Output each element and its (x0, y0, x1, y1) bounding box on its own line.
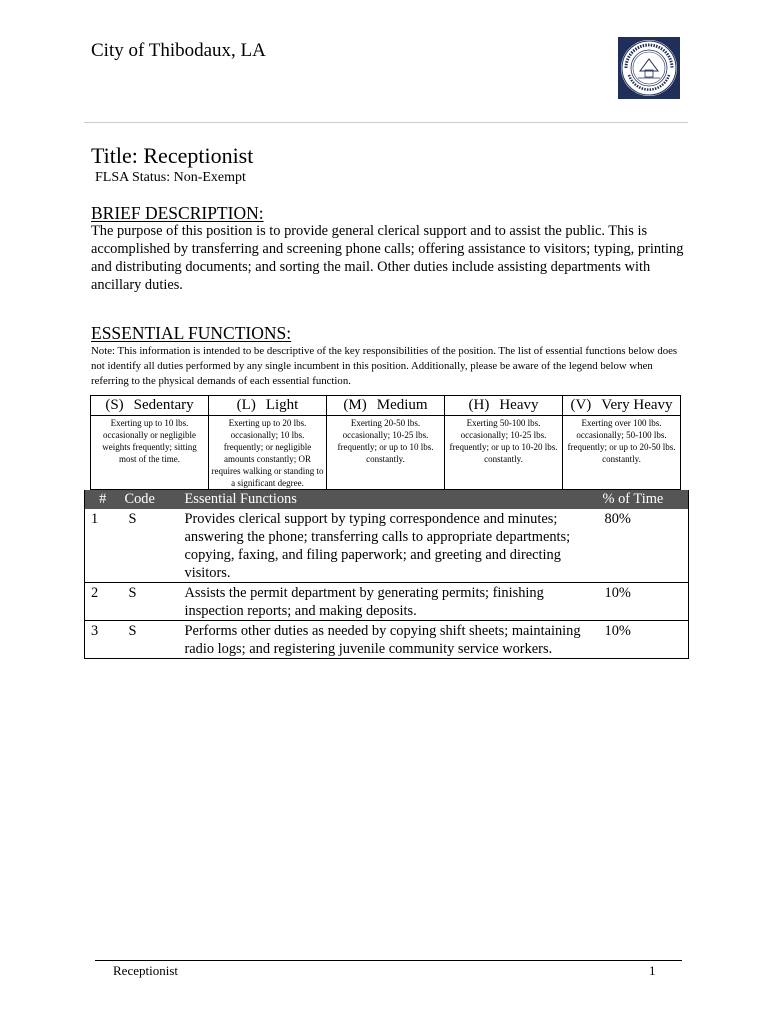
row-percent: 10% (604, 623, 631, 639)
header-number: # (85, 490, 121, 509)
legend-code: (M) (343, 397, 367, 413)
functions-table-header (85, 490, 689, 509)
legend-label: Very Heavy (601, 397, 673, 413)
legend-medium-header (327, 396, 445, 416)
row-function: Provides clerical support by typing correspondence and minutes; answering the phone; transferring calls to appropriate departments; copying, faxing, and filing paperwork; and greeting and directing visitors. (181, 509, 599, 583)
essential-functions-heading: ESSENTIAL FUNCTIONS: (91, 323, 292, 343)
legend-light-header (209, 396, 327, 416)
physical-demands-legend (90, 395, 681, 490)
legend-sedentary-header (91, 396, 209, 416)
legend-label: Light (265, 397, 299, 413)
essential-functions-note: Note: This information is intended to be descriptive of the key responsibilities of the position. The list of essential functions below does not identify all duties performed by any single incumbent in this position. Additionally, please be aware of the legend below when referring to the physical demands of each essential function. (91, 345, 678, 387)
row-code: S (121, 583, 181, 621)
essential-functions-table (84, 490, 689, 659)
row-function: Assists the permit department by generating permits; finishing inspection reports; and making deposits. (181, 583, 599, 621)
legend-code: (V) (570, 397, 592, 413)
row-number: 2 (85, 583, 121, 621)
city-name: City of Thibodaux, LA (91, 40, 266, 61)
row-function: Performs other duties as needed by copying shift sheets; maintaining radio logs; and registering juvenile community service workers. (184, 623, 581, 657)
row-number: 3 (91, 623, 99, 639)
legend-description-row (91, 416, 681, 490)
legend-code: (L) (236, 397, 256, 413)
legend-medium-description: Exerting 20-50 lbs. occasionally; 10-25 lbs. frequently; or up to 10 lbs. constantly. (327, 416, 445, 490)
legend-label: Sedentary (133, 397, 194, 413)
position-title: Title: Receptionist (91, 143, 254, 168)
legend-code: (H) (468, 397, 490, 413)
legend-label: Heavy (499, 397, 539, 413)
legend-very-heavy-header (563, 396, 681, 416)
legend-heavy-description: Exerting 50-100 lbs. occasionally; 10-25 lbs. frequently; or up to 10-20 lbs. constantly. (445, 416, 563, 490)
flsa-status: FLSA Status: Non-Exempt (95, 170, 246, 185)
legend-label: Medium (376, 397, 428, 413)
header-percent-time: % of Time (599, 490, 689, 509)
city-seal-logo (618, 37, 680, 99)
header-code: Code (121, 490, 181, 509)
brief-description-text: The purpose of this position is to provide general clerical support and to assist the public. This is accomplished by transferring and screening phone calls; offering assistance to visitors; typing, printing and distributing documents; and sorting the mail. Other duties include assisting departments with ancillary duties. (91, 223, 684, 293)
table-row (85, 621, 689, 659)
footer-position-name: Receptionist (113, 963, 178, 978)
legend-very-heavy-description: Exerting over 100 lbs. occasionally; 50-100 lbs. frequently; or up to 20-50 lbs. constantly. (563, 416, 681, 490)
row-number: 1 (85, 509, 121, 583)
page-number: 1 (649, 963, 656, 978)
footer-divider (95, 960, 682, 961)
header-essential-functions: Essential Functions (181, 490, 599, 509)
legend-code: (S) (105, 397, 124, 413)
legend-header-row (91, 396, 681, 416)
row-percent: 80% (599, 509, 689, 583)
legend-light-description: Exerting up to 20 lbs. occasionally; 10 lbs. frequently; or negligible amounts constantly; OR requires walking or standing to a significant degree. (209, 416, 327, 490)
legend-sedentary-description: Exerting up to 10 lbs. occasionally or negligible weights frequently; sitting most of the time. (91, 416, 209, 490)
row-percent: 10% (599, 583, 689, 621)
row-code: S (121, 509, 181, 583)
legend-heavy-header (445, 396, 563, 416)
brief-description-heading: BRIEF DESCRIPTION: (91, 203, 264, 223)
row-code: S (128, 623, 137, 639)
header-divider (84, 122, 688, 123)
table-row (85, 509, 689, 583)
table-row (85, 583, 689, 621)
